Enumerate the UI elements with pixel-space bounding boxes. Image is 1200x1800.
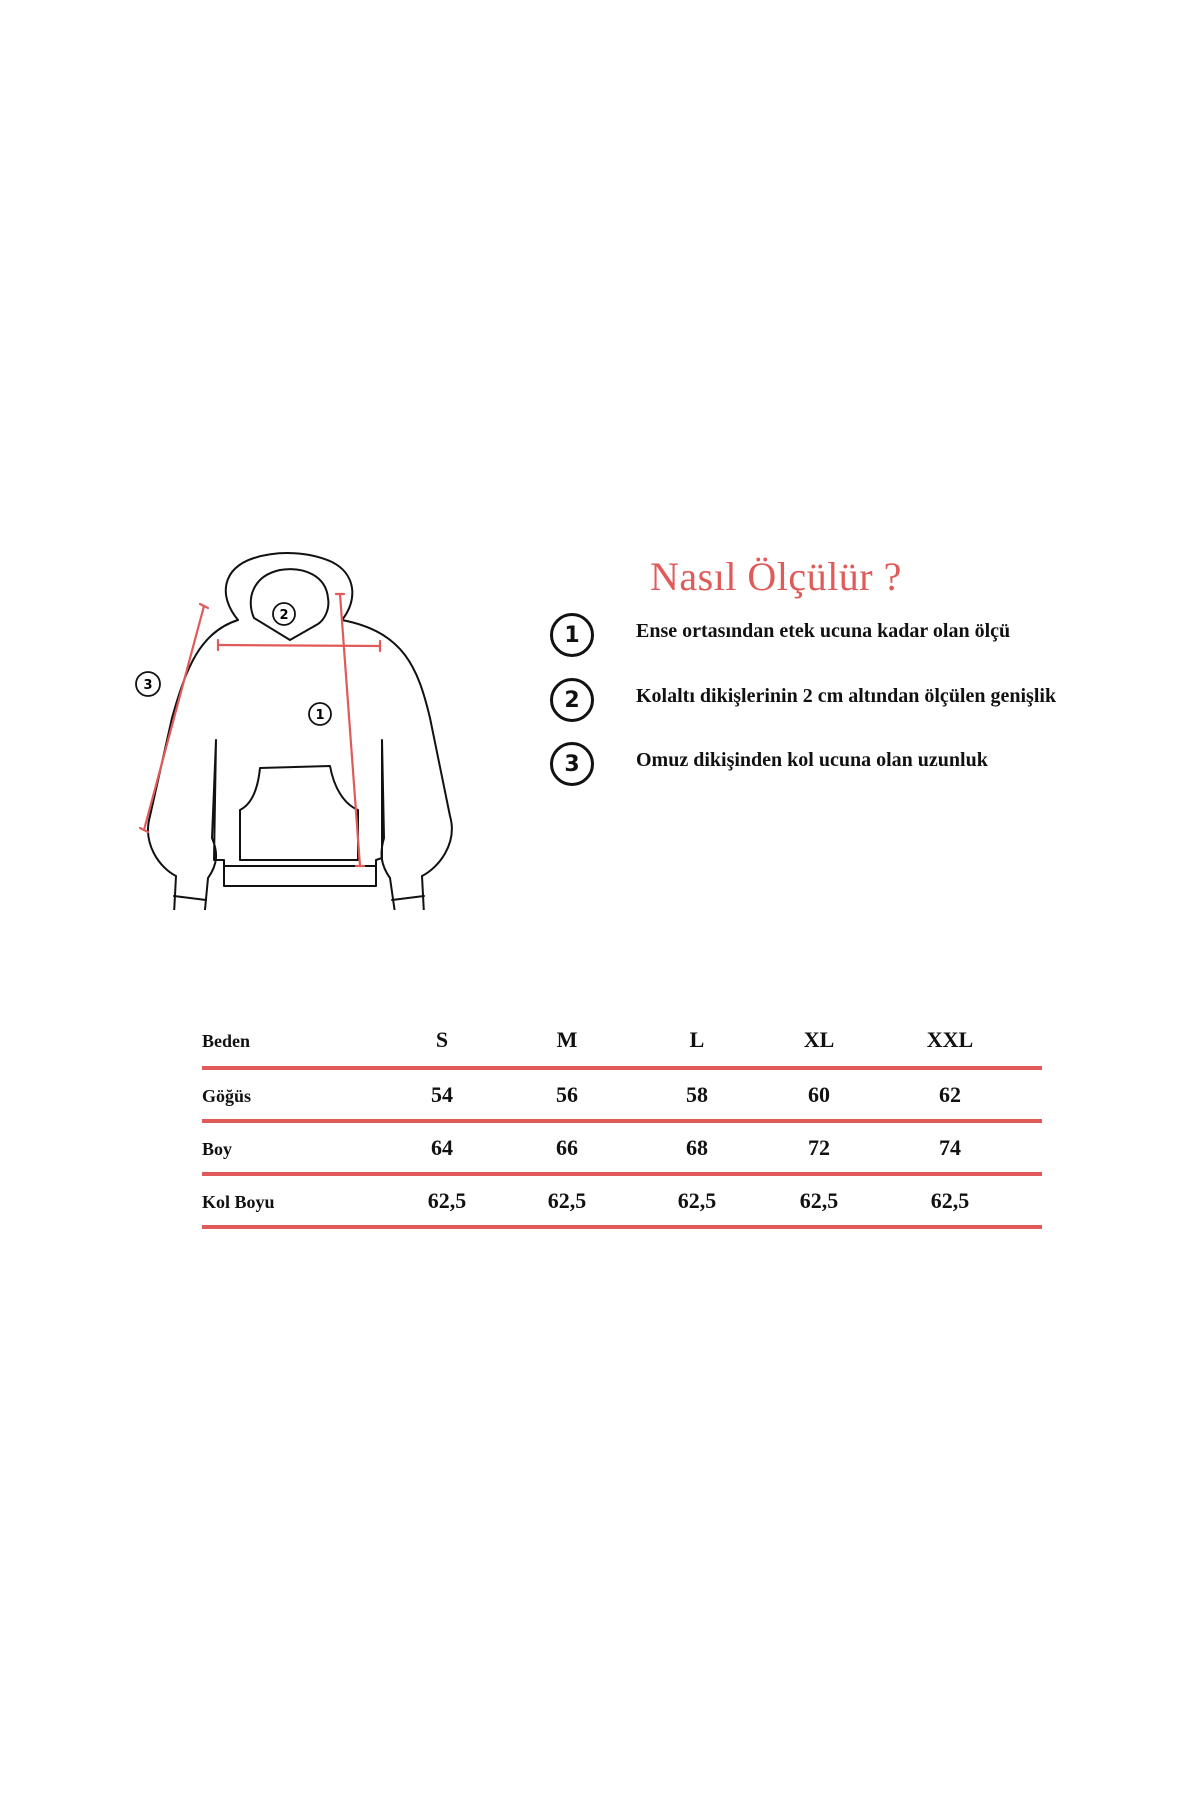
row-label-kol-boyu: Kol Boyu (202, 1192, 275, 1212)
row-label-boy: Boy (202, 1139, 233, 1159)
table-cell: 54 (431, 1082, 453, 1107)
table-cell: 68 (686, 1135, 708, 1160)
header-size-xxl: XXL (926, 1027, 974, 1052)
table-cell: 62,5 (677, 1188, 717, 1213)
header-label: Beden (202, 1031, 251, 1051)
legend-number-2: 2 (550, 678, 594, 722)
hoodie-diagram (120, 548, 460, 910)
legend-text-3: Omuz dikişinden kol ucuna olan uzunluk (636, 749, 988, 771)
table-row (202, 1176, 1042, 1229)
table-row (202, 1123, 1042, 1176)
legend-number-3: 3 (550, 742, 594, 786)
header-size-l: L (689, 1027, 705, 1052)
table-cell: 74 (939, 1135, 961, 1160)
table-cell: 62,5 (799, 1188, 839, 1213)
table-cell: 72 (808, 1135, 830, 1160)
table-header-row (202, 1015, 1042, 1070)
cuff-right (392, 896, 424, 900)
header-size-xl: XL (803, 1027, 835, 1052)
legend-item-2 (550, 678, 1110, 738)
page-title: Nasıl Ölçülür ? (650, 554, 902, 599)
table-cell: 62,5 (427, 1188, 467, 1213)
table-cell: 62,5 (930, 1188, 970, 1213)
measure-line-3 (144, 606, 204, 830)
legend-item-1 (550, 613, 1110, 673)
table-cell: 66 (556, 1135, 578, 1160)
row-divider (202, 1225, 1042, 1229)
measure-line-1 (340, 594, 360, 866)
table-cell: 58 (686, 1082, 708, 1107)
size-table (202, 1015, 1042, 1229)
legend-item-3 (550, 742, 1110, 802)
row-label-gogus: Göğüs (202, 1086, 252, 1106)
table-cell: 60 (808, 1082, 830, 1107)
legend-number-1: 1 (550, 613, 594, 657)
legend-text-2: Kolaltı dikişlerinin 2 cm altından ölçülen genişlik (636, 685, 1057, 707)
cuff-left (174, 896, 206, 900)
table-cell: 64 (431, 1135, 453, 1160)
header-size-s: S (435, 1027, 449, 1052)
header-size-m: M (556, 1027, 578, 1052)
table-cell: 56 (556, 1082, 578, 1107)
measure-line-2 (218, 645, 380, 646)
marker-3: 3 (143, 678, 153, 693)
table-row (202, 1070, 1042, 1123)
marker-1: 1 (315, 708, 325, 723)
legend-text-1: Ense ortasından etek ucuna kadar olan ölçü (636, 620, 1011, 642)
table-cell: 62,5 (547, 1188, 587, 1213)
pocket-outline (240, 766, 358, 860)
table-cell: 62 (939, 1082, 961, 1107)
marker-2: 2 (279, 608, 289, 623)
